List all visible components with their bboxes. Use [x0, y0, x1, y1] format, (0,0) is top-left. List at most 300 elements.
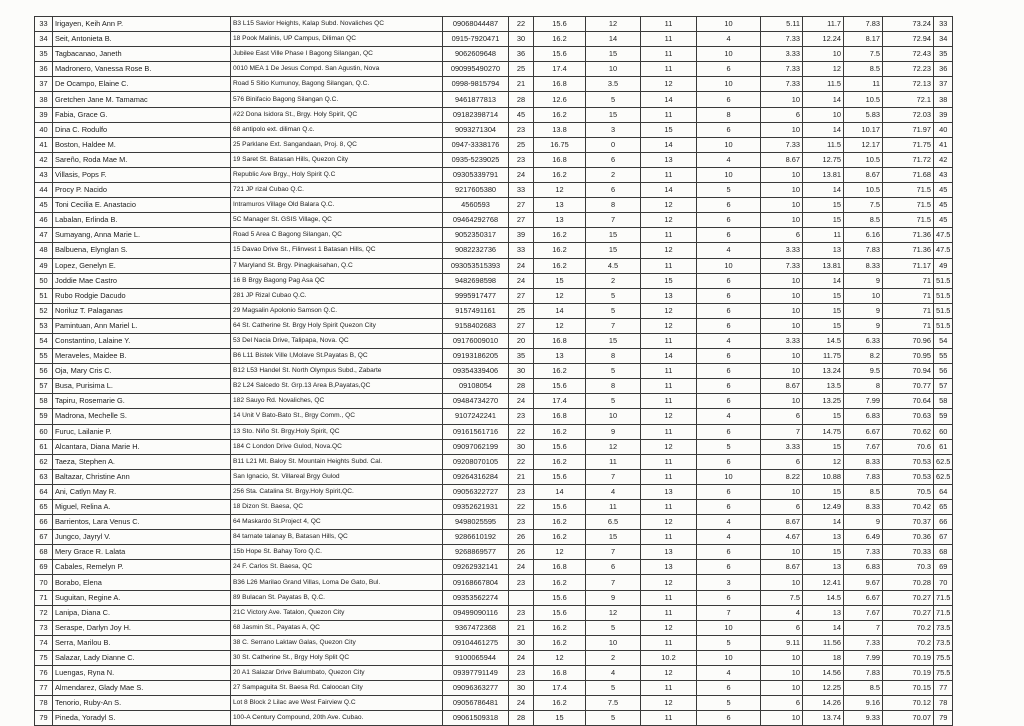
rank-cell: 68: [934, 545, 953, 560]
contact-number-cell: 09193186205: [443, 349, 509, 364]
score-3-cell: 10: [586, 409, 641, 424]
address-cell: 256 Sta. Catalina St. Brgy.Holy Spirit,QC.: [231, 484, 443, 499]
score-7-cell: 15: [803, 439, 844, 454]
contact-number-cell: 093053515393: [443, 258, 509, 273]
score-4-cell: 12: [641, 666, 697, 681]
score-6-cell: 10: [761, 303, 803, 318]
score-2-cell: 16.8: [534, 152, 586, 167]
score-7-cell: 10.88: [803, 469, 844, 484]
row-number-cell: 59: [35, 409, 53, 424]
score-3-cell: 5: [586, 394, 641, 409]
total-score-cell: 70.15: [883, 681, 934, 696]
score-4-cell: 11: [641, 424, 697, 439]
contact-number-cell: 9286610192: [443, 530, 509, 545]
contact-number-cell: 9217605380: [443, 183, 509, 198]
score-8-cell: 10.5: [844, 92, 883, 107]
contact-number-cell: 4560593: [443, 198, 509, 213]
row-number-cell: 68: [35, 545, 53, 560]
score-8-cell: 9.5: [844, 364, 883, 379]
score-5-cell: 5: [697, 183, 761, 198]
table-row: [35, 394, 953, 409]
row-number-cell: 50: [35, 273, 53, 288]
score-6-cell: 7.33: [761, 258, 803, 273]
rank-cell: 60: [934, 424, 953, 439]
score-5-cell: 6: [697, 62, 761, 77]
score-2-cell: 16.2: [534, 515, 586, 530]
score-5-cell: 8: [697, 107, 761, 122]
score-2-cell: 16.2: [534, 696, 586, 711]
applicant-name-cell: Seraspe, Darlyn Joy H.: [53, 620, 231, 635]
score-4-cell: 12: [641, 409, 697, 424]
score-5-cell: 6: [697, 364, 761, 379]
row-number-cell: 37: [35, 77, 53, 92]
score-6-cell: 4: [761, 605, 803, 620]
score-3-cell: 9: [586, 590, 641, 605]
table-row: [35, 560, 953, 575]
score-3-cell: 2: [586, 650, 641, 665]
rank-cell: 66: [934, 515, 953, 530]
score-4-cell: 13: [641, 484, 697, 499]
score-4-cell: 11: [641, 258, 697, 273]
applicant-name-cell: Sumayang, Anna Marie L.: [53, 228, 231, 243]
total-score-cell: 72.94: [883, 32, 934, 47]
score-3-cell: 5: [586, 303, 641, 318]
score-6-cell: 7: [761, 424, 803, 439]
score-7-cell: 18: [803, 650, 844, 665]
score-8-cell: 7.99: [844, 394, 883, 409]
rank-cell: 59: [934, 409, 953, 424]
address-cell: 15 Davao Drive St., Filinvest 1 Batasan Hills, QC: [231, 243, 443, 258]
total-score-cell: 70.53: [883, 454, 934, 469]
address-cell: 184 C London Drive Gulod, Nova.QC: [231, 439, 443, 454]
score-6-cell: 8.67: [761, 379, 803, 394]
score-1-cell: 30: [509, 32, 534, 47]
score-1-cell: 27: [509, 288, 534, 303]
contact-number-cell: 09499090116: [443, 605, 509, 620]
total-score-cell: 70.3: [883, 560, 934, 575]
address-cell: 30 St. Catherine St., Brgy Holy Split QC: [231, 650, 443, 665]
score-2-cell: 12: [534, 183, 586, 198]
score-3-cell: 6.5: [586, 515, 641, 530]
score-7-cell: 11.7: [803, 17, 844, 32]
score-8-cell: 11: [844, 77, 883, 92]
score-4-cell: 13: [641, 545, 697, 560]
score-5-cell: 7: [697, 605, 761, 620]
score-5-cell: 6: [697, 228, 761, 243]
score-3-cell: 8: [586, 379, 641, 394]
score-7-cell: 13: [803, 243, 844, 258]
score-5-cell: 4: [697, 243, 761, 258]
score-2-cell: 16.2: [534, 258, 586, 273]
score-2-cell: 12: [534, 545, 586, 560]
score-5-cell: 6: [697, 424, 761, 439]
applicant-name-cell: Balbuena, Elynglan S.: [53, 243, 231, 258]
score-3-cell: 15: [586, 333, 641, 348]
table-row: [35, 32, 953, 47]
score-1-cell: 24: [509, 560, 534, 575]
applicant-name-cell: Madrona, Mechelle S.: [53, 409, 231, 424]
score-8-cell: 6.67: [844, 590, 883, 605]
total-score-cell: 72.13: [883, 77, 934, 92]
total-score-cell: 70.6: [883, 439, 934, 454]
score-4-cell: 11: [641, 167, 697, 182]
address-cell: B36 L26 Marilao Grand Villas, Loma De Gato, Bul.: [231, 575, 443, 590]
total-score-cell: 70.12: [883, 696, 934, 711]
applicant-name-cell: Cabales, Remelyn P.: [53, 560, 231, 575]
score-3-cell: 15: [586, 107, 641, 122]
score-5-cell: 5: [697, 439, 761, 454]
score-5-cell: 6: [697, 198, 761, 213]
row-number-cell: 74: [35, 635, 53, 650]
score-6-cell: 10: [761, 484, 803, 499]
score-3-cell: 2: [586, 273, 641, 288]
score-5-cell: 10: [697, 137, 761, 152]
score-2-cell: 16.8: [534, 77, 586, 92]
score-1-cell: 25: [509, 62, 534, 77]
applicant-name-cell: Alcantara, Diana Marie H.: [53, 439, 231, 454]
score-8-cell: 7: [844, 620, 883, 635]
address-cell: 53 Del Nacia Drive, Talipapa, Nova. QC: [231, 333, 443, 348]
rank-cell: 71.5: [934, 590, 953, 605]
score-8-cell: 10.5: [844, 183, 883, 198]
score-7-cell: 13.81: [803, 258, 844, 273]
table-row: [35, 349, 953, 364]
score-3-cell: 9: [586, 424, 641, 439]
score-6-cell: 10: [761, 183, 803, 198]
total-score-cell: 71: [883, 303, 934, 318]
score-7-cell: 10: [803, 107, 844, 122]
score-2-cell: 15.6: [534, 47, 586, 62]
address-cell: B6 L11 Bistek Ville I,Molave St.Payatas B, QC: [231, 349, 443, 364]
applicant-name-cell: Mery Grace R. Lalata: [53, 545, 231, 560]
score-2-cell: 15.6: [534, 17, 586, 32]
score-1-cell: 22: [509, 424, 534, 439]
row-number-cell: 49: [35, 258, 53, 273]
score-4-cell: 12: [641, 439, 697, 454]
score-7-cell: 15: [803, 198, 844, 213]
table-row: [35, 575, 953, 590]
rank-cell: 57: [934, 379, 953, 394]
score-1-cell: 27: [509, 213, 534, 228]
table-row: [35, 47, 953, 62]
rank-cell: 58: [934, 394, 953, 409]
rank-cell: 62.5: [934, 454, 953, 469]
score-6-cell: 8.67: [761, 152, 803, 167]
contact-number-cell: 9268869577: [443, 545, 509, 560]
score-5-cell: 10: [697, 17, 761, 32]
applicant-name-cell: Pineda, Yoradyl S.: [53, 711, 231, 726]
score-3-cell: 12: [586, 605, 641, 620]
score-2-cell: 16.2: [534, 243, 586, 258]
row-number-cell: 75: [35, 650, 53, 665]
contact-number-cell: 09397791149: [443, 666, 509, 681]
score-7-cell: 12.75: [803, 152, 844, 167]
contact-number-cell: 09305339791: [443, 167, 509, 182]
score-8-cell: 8: [844, 379, 883, 394]
applicant-name-cell: Miguel, Relina A.: [53, 500, 231, 515]
total-score-cell: 71.17: [883, 258, 934, 273]
address-cell: 15b Hope St. Bahay Toro Q.C.: [231, 545, 443, 560]
table-row: [35, 107, 953, 122]
score-8-cell: 9.16: [844, 696, 883, 711]
score-8-cell: 7.99: [844, 650, 883, 665]
score-4-cell: 11: [641, 107, 697, 122]
rank-cell: 75.5: [934, 650, 953, 665]
score-4-cell: 14: [641, 183, 697, 198]
rank-cell: 64: [934, 484, 953, 499]
applicant-name-cell: Taeza, Stephen A.: [53, 454, 231, 469]
applicant-name-cell: Dina C. Rodulfo: [53, 122, 231, 137]
applicant-name-cell: Irigayen, Keih Ann P.: [53, 17, 231, 32]
score-4-cell: 13: [641, 288, 697, 303]
score-8-cell: 9: [844, 273, 883, 288]
score-6-cell: 6: [761, 500, 803, 515]
table-row: [35, 137, 953, 152]
score-6-cell: 8.22: [761, 469, 803, 484]
table-row: [35, 77, 953, 92]
address-cell: 13 Sto. Niño St. Brgy.Holy Spirit, QC: [231, 424, 443, 439]
score-8-cell: 7.33: [844, 635, 883, 650]
contact-number-cell: 09352621931: [443, 500, 509, 515]
address-cell: 7 Maryland St. Brgy. Pinagkaisahan, Q.C: [231, 258, 443, 273]
total-score-cell: 70.62: [883, 424, 934, 439]
score-5-cell: 6: [697, 545, 761, 560]
applicant-name-cell: Constantino, Lalaine Y.: [53, 333, 231, 348]
address-cell: 0010 MEA 1 De Jesus Compd. San Agustin, Nova: [231, 62, 443, 77]
row-number-cell: 38: [35, 92, 53, 107]
score-6-cell: 10: [761, 575, 803, 590]
score-2-cell: 15: [534, 711, 586, 726]
score-4-cell: 10.2: [641, 650, 697, 665]
score-8-cell: 9: [844, 515, 883, 530]
score-4-cell: 13: [641, 152, 697, 167]
row-number-cell: 33: [35, 17, 53, 32]
score-5-cell: 6: [697, 500, 761, 515]
table-row: [35, 605, 953, 620]
row-number-cell: 48: [35, 243, 53, 258]
score-1-cell: 24: [509, 650, 534, 665]
score-2-cell: 16.2: [534, 364, 586, 379]
score-6-cell: 10: [761, 394, 803, 409]
total-score-cell: 70.19: [883, 650, 934, 665]
score-7-cell: 15: [803, 213, 844, 228]
applicant-name-cell: Lanipa, Diana C.: [53, 605, 231, 620]
score-5-cell: 5: [697, 635, 761, 650]
total-score-cell: 71.36: [883, 243, 934, 258]
applicant-name-cell: Pamintuan, Ann Mariel L.: [53, 318, 231, 333]
score-8-cell: 8.67: [844, 167, 883, 182]
row-number-cell: 69: [35, 560, 53, 575]
score-5-cell: 10: [697, 620, 761, 635]
score-6-cell: 10: [761, 349, 803, 364]
score-8-cell: 12.17: [844, 137, 883, 152]
total-score-cell: 71.36: [883, 228, 934, 243]
total-score-cell: 70.36: [883, 530, 934, 545]
score-5-cell: 4: [697, 666, 761, 681]
table-row: [35, 333, 953, 348]
score-3-cell: 5: [586, 364, 641, 379]
table-row: [35, 379, 953, 394]
score-7-cell: 14.75: [803, 424, 844, 439]
score-3-cell: 15: [586, 530, 641, 545]
score-2-cell: 16.2: [534, 107, 586, 122]
score-6-cell: 7.33: [761, 32, 803, 47]
score-8-cell: 7.83: [844, 469, 883, 484]
score-2-cell: 12.6: [534, 92, 586, 107]
score-2-cell: 16.8: [534, 560, 586, 575]
score-2-cell: 13: [534, 198, 586, 213]
score-8-cell: 7.67: [844, 605, 883, 620]
row-number-cell: 45: [35, 198, 53, 213]
contact-number-cell: 9107242241: [443, 409, 509, 424]
score-5-cell: 10: [697, 77, 761, 92]
address-cell: 68 Jasmin St., Payatas A, QC: [231, 620, 443, 635]
score-6-cell: 7.33: [761, 77, 803, 92]
address-cell: 24 F. Carlos St. Baesa, QC: [231, 560, 443, 575]
contact-number-cell: 9157491161: [443, 303, 509, 318]
score-4-cell: 14: [641, 92, 697, 107]
score-2-cell: 17.4: [534, 394, 586, 409]
score-2-cell: 16.8: [534, 666, 586, 681]
score-4-cell: 11: [641, 500, 697, 515]
address-cell: B3 L15 Savior Heights, Kalap Subd. Novaliches QC: [231, 17, 443, 32]
table-row: [35, 122, 953, 137]
score-6-cell: 8.67: [761, 515, 803, 530]
score-3-cell: 5: [586, 92, 641, 107]
table-row: [35, 167, 953, 182]
score-5-cell: 6: [697, 318, 761, 333]
table-row: [35, 318, 953, 333]
score-2-cell: 12: [534, 288, 586, 303]
address-cell: 576 Binifacio Bagong Silangan Q.C.: [231, 92, 443, 107]
table-row: [35, 213, 953, 228]
rank-cell: 47.5: [934, 228, 953, 243]
score-1-cell: 23: [509, 666, 534, 681]
contact-number-cell: 09096363277: [443, 681, 509, 696]
total-score-cell: 70.27: [883, 590, 934, 605]
score-4-cell: 11: [641, 469, 697, 484]
score-6-cell: 8.67: [761, 560, 803, 575]
total-score-cell: 70.63: [883, 409, 934, 424]
score-8-cell: 8.33: [844, 454, 883, 469]
score-1-cell: 30: [509, 681, 534, 696]
address-cell: 20 A1 Salazar Drive Balumbato, Quezon City: [231, 666, 443, 681]
score-4-cell: 12: [641, 303, 697, 318]
total-score-cell: 71.72: [883, 152, 934, 167]
row-number-cell: 35: [35, 47, 53, 62]
score-3-cell: 4: [586, 484, 641, 499]
total-score-cell: 70.2: [883, 620, 934, 635]
score-4-cell: 12: [641, 318, 697, 333]
total-score-cell: 72.1: [883, 92, 934, 107]
score-3-cell: 3: [586, 122, 641, 137]
score-8-cell: 7.83: [844, 243, 883, 258]
score-4-cell: 12: [641, 575, 697, 590]
applicant-name-cell: Ani, Catlyn May R.: [53, 484, 231, 499]
score-2-cell: 16.2: [534, 454, 586, 469]
table-row: [35, 17, 953, 32]
table-row: [35, 152, 953, 167]
score-2-cell: 16.75: [534, 137, 586, 152]
score-1-cell: 27: [509, 318, 534, 333]
score-1-cell: 33: [509, 243, 534, 258]
row-number-cell: 41: [35, 137, 53, 152]
table-row: [35, 62, 953, 77]
address-cell: 18 Dizon St. Baesa, QC: [231, 500, 443, 515]
score-4-cell: 11: [641, 62, 697, 77]
table-row: [35, 635, 953, 650]
row-number-cell: 61: [35, 439, 53, 454]
score-6-cell: 6: [761, 228, 803, 243]
score-7-cell: 14.5: [803, 590, 844, 605]
address-cell: 27 Sampaguita St. Baesa Rd. Caloocan City: [231, 681, 443, 696]
score-1-cell: 30: [509, 635, 534, 650]
score-3-cell: 8: [586, 349, 641, 364]
score-8-cell: 7.5: [844, 198, 883, 213]
rank-cell: 69: [934, 560, 953, 575]
row-number-cell: 57: [35, 379, 53, 394]
score-6-cell: 10: [761, 198, 803, 213]
applicant-name-cell: Rubo Rodgie Dacudo: [53, 288, 231, 303]
score-3-cell: 4: [586, 666, 641, 681]
total-score-cell: 70.2: [883, 635, 934, 650]
score-5-cell: 6: [697, 484, 761, 499]
score-7-cell: 12.49: [803, 500, 844, 515]
row-number-cell: 43: [35, 167, 53, 182]
row-number-cell: 70: [35, 575, 53, 590]
rank-cell: 73.5: [934, 620, 953, 635]
contact-number-cell: 9498025595: [443, 515, 509, 530]
score-3-cell: 11: [586, 500, 641, 515]
score-4-cell: 11: [641, 605, 697, 620]
contact-number-cell: 09108054: [443, 379, 509, 394]
score-2-cell: 16.2: [534, 424, 586, 439]
score-1-cell: 28: [509, 92, 534, 107]
total-score-cell: 71.5: [883, 198, 934, 213]
row-number-cell: 67: [35, 530, 53, 545]
score-3-cell: 3.5: [586, 77, 641, 92]
score-1-cell: [509, 590, 534, 605]
total-score-cell: 72.03: [883, 107, 934, 122]
score-3-cell: 5: [586, 711, 641, 726]
table-row: [35, 469, 953, 484]
table-row: [35, 198, 953, 213]
score-7-cell: 14: [803, 273, 844, 288]
rank-cell: 51.5: [934, 288, 953, 303]
score-4-cell: 15: [641, 122, 697, 137]
score-4-cell: 12: [641, 620, 697, 635]
rank-cell: 51.5: [934, 318, 953, 333]
table-row: [35, 500, 953, 515]
rank-cell: 36: [934, 62, 953, 77]
score-6-cell: 10: [761, 213, 803, 228]
total-score-cell: 71.5: [883, 213, 934, 228]
applicant-name-cell: De Ocampo, Elaine C.: [53, 77, 231, 92]
total-score-cell: 70.42: [883, 500, 934, 515]
total-score-cell: 71.5: [883, 183, 934, 198]
rank-cell: 45: [934, 213, 953, 228]
score-7-cell: 14: [803, 92, 844, 107]
score-5-cell: 6: [697, 560, 761, 575]
applicant-name-cell: Tagbacanao, Janeth: [53, 47, 231, 62]
score-8-cell: 10: [844, 288, 883, 303]
rank-cell: 67: [934, 530, 953, 545]
score-8-cell: 8.5: [844, 681, 883, 696]
rank-cell: 37: [934, 77, 953, 92]
score-8-cell: 6.83: [844, 560, 883, 575]
score-8-cell: 9: [844, 318, 883, 333]
score-5-cell: 10: [697, 650, 761, 665]
